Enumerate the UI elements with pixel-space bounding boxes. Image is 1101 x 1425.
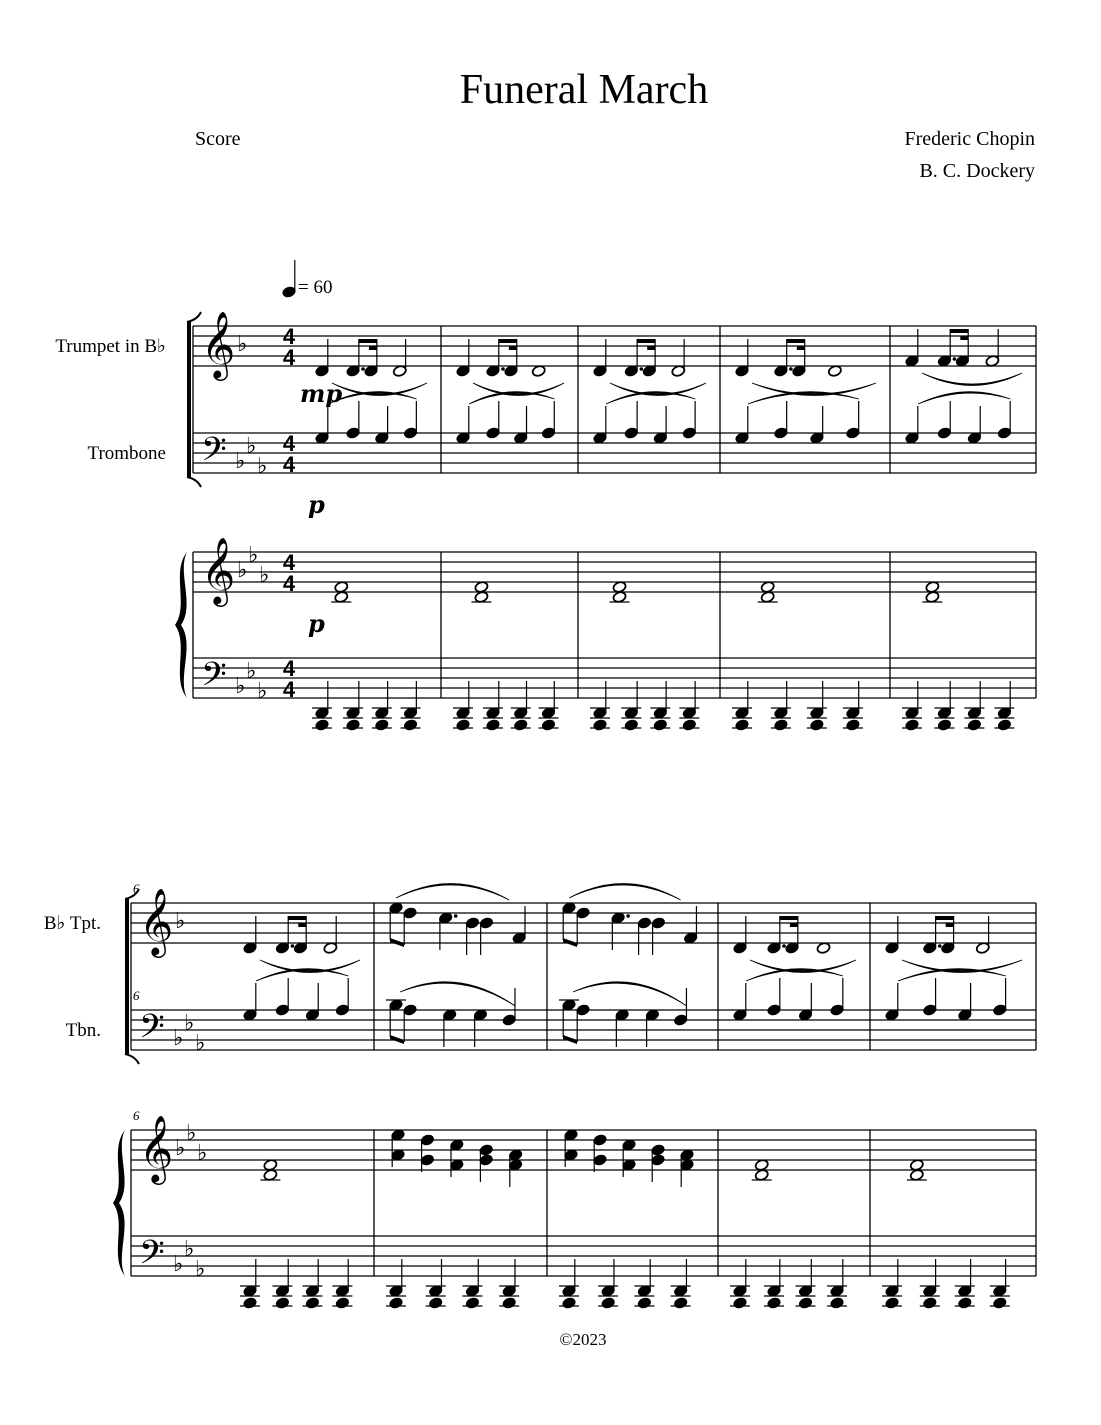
note-head (937, 427, 952, 440)
note-head (479, 917, 494, 930)
note-head (389, 1297, 404, 1310)
augmentation-dot (501, 367, 505, 371)
tempo-quarter-note (282, 286, 297, 299)
note-head (735, 719, 750, 732)
note-head (992, 1004, 1007, 1017)
phrase-slur (256, 969, 348, 981)
beam (499, 339, 517, 343)
note-head (403, 427, 418, 440)
note-head (624, 719, 639, 732)
note-head (774, 427, 789, 440)
flat-icon: ♭ (173, 1026, 184, 1051)
note-head (576, 907, 591, 920)
flat-icon: ♭ (237, 558, 248, 583)
note-head (997, 719, 1012, 732)
flat-icon: ♭ (186, 1121, 197, 1146)
phrase-slur (752, 383, 876, 396)
note-head (576, 1004, 591, 1017)
time-signature-denominator: 4 (282, 345, 296, 370)
beam (390, 1035, 404, 1044)
time-signature-numerator: 4 (282, 656, 296, 681)
augmentation-dot (789, 367, 793, 371)
bracket-hook (187, 312, 201, 322)
note-head (967, 719, 982, 732)
phrase-slur (748, 392, 859, 404)
note-head (830, 1297, 845, 1310)
note-head (513, 719, 528, 732)
note-head (486, 427, 501, 440)
augmentation-dot (291, 944, 295, 948)
measure-number: 6 (133, 988, 140, 1003)
note-head (767, 1004, 782, 1017)
flat-icon: ♭ (173, 1252, 184, 1277)
flat-icon: ♭ (259, 563, 270, 588)
note-head (346, 427, 361, 440)
note-head (275, 1004, 290, 1017)
instrument-label-trumpet: B♭ Tpt. (43, 913, 101, 934)
note-head (374, 719, 389, 732)
measure-number: 6 (133, 1108, 140, 1123)
note-head (502, 1297, 517, 1310)
time-signature-denominator: 4 (282, 571, 296, 596)
beam (797, 346, 805, 350)
phrase-slur (332, 383, 427, 396)
beam (563, 938, 577, 947)
phrase-slur (400, 982, 515, 1006)
treble-clef-icon: 𝄞 (201, 310, 236, 378)
note-head (810, 719, 825, 732)
phrase-slur (746, 969, 843, 981)
piano-brace (113, 1130, 125, 1276)
note-head (937, 719, 952, 732)
augmentation-dot (953, 357, 957, 361)
note-head (682, 427, 697, 440)
note-head (335, 1297, 350, 1310)
phrase-slur (260, 960, 360, 973)
augmentation-dot (938, 944, 942, 948)
instrument-label-trumpet: Trumpet in B♭ (55, 336, 166, 357)
bass-clef-icon: 𝄢 (139, 1234, 165, 1280)
flat-icon: ♭ (235, 674, 246, 699)
time-signature-denominator: 4 (282, 677, 296, 702)
note-head (846, 427, 861, 440)
note-head (922, 1297, 937, 1310)
flat-icon: ♭ (175, 909, 186, 934)
augmentation-dot (454, 914, 458, 918)
time-signature-numerator: 4 (282, 550, 296, 575)
bass-clef-icon: 𝄢 (201, 431, 227, 477)
phrase-slur (396, 883, 509, 900)
beam (359, 339, 377, 343)
flat-icon: ♭ (197, 1141, 208, 1166)
note-head (651, 917, 666, 930)
note-head (403, 719, 418, 732)
note-head (767, 1297, 782, 1310)
note-head (486, 719, 501, 732)
phrase-slur (750, 960, 856, 973)
treble-clef-icon: 𝄞 (139, 1114, 174, 1182)
flat-icon: ♭ (184, 1011, 195, 1036)
instrument-label-trombone: Trombone (87, 443, 166, 464)
note-head (733, 1297, 748, 1310)
instrument-label-trombone: Tbn. (65, 1020, 101, 1041)
phrase-slur (569, 883, 681, 900)
phrase-slur (610, 383, 706, 396)
bass-clef-icon: 𝄢 (139, 1008, 165, 1054)
composer-name: Frederic Chopin (904, 128, 1035, 150)
note-head (502, 1014, 517, 1027)
beam (298, 923, 306, 927)
note-head (846, 719, 861, 732)
note-head (541, 719, 556, 732)
note-head (653, 719, 668, 732)
note-head (428, 1297, 443, 1310)
note-head (465, 1297, 480, 1310)
beam (288, 916, 306, 920)
flat-icon: ♭ (257, 454, 268, 479)
augmentation-dot (361, 367, 365, 371)
note-head (479, 1144, 494, 1157)
flat-icon: ♭ (195, 1031, 206, 1056)
note-head (315, 719, 330, 732)
beam (509, 346, 517, 350)
note-head (420, 1134, 435, 1147)
beam (563, 1035, 577, 1044)
note-head (562, 1297, 577, 1310)
note-head (885, 1297, 900, 1310)
note-head (420, 1154, 435, 1167)
note-head (346, 719, 361, 732)
note-head (624, 427, 639, 440)
phrase-slur (606, 392, 695, 404)
note-head (541, 427, 556, 440)
piano-brace (175, 552, 187, 698)
treble-clef-icon: 𝄞 (201, 536, 236, 604)
beam (950, 329, 968, 333)
treble-clef-icon: 𝄞 (139, 887, 174, 955)
dynamic-mark-trombone: p (308, 490, 325, 519)
note-head (637, 1297, 652, 1310)
beam (369, 346, 377, 350)
flat-icon: ♭ (184, 1237, 195, 1262)
augmentation-dot (782, 944, 786, 948)
flat-icon: ♭ (235, 449, 246, 474)
note-head (922, 1004, 937, 1017)
note-head (275, 1297, 290, 1310)
note-head (957, 1297, 972, 1310)
note-head (403, 1004, 418, 1017)
note-head (651, 1144, 666, 1157)
phrase-slur (473, 383, 564, 396)
note-head (403, 907, 418, 920)
note-head (479, 1154, 494, 1167)
beam (647, 346, 655, 350)
note-head (673, 1297, 688, 1310)
note-head (905, 719, 920, 732)
phrase-slur (469, 392, 554, 404)
bass-clef-icon: 𝄢 (201, 656, 227, 702)
beam (936, 916, 954, 920)
dynamic-mark-trumpet: mp (300, 379, 343, 408)
beam (946, 923, 954, 927)
note-head (456, 719, 471, 732)
note-head (673, 1014, 688, 1027)
score-label: Score (195, 128, 241, 150)
ensemble-bracket (125, 899, 129, 1054)
beam (390, 938, 404, 947)
note-head (593, 719, 608, 732)
time-signature-numerator: 4 (282, 431, 296, 456)
note-head (465, 917, 480, 930)
note-head (601, 1297, 616, 1310)
time-signature-denominator: 4 (282, 452, 296, 477)
augmentation-dot (640, 367, 644, 371)
flat-icon: ♭ (175, 1136, 186, 1161)
ensemble-bracket (187, 322, 191, 477)
note-head (798, 1297, 813, 1310)
beam (790, 923, 798, 927)
phrase-slur (898, 969, 1006, 981)
note-head (335, 1004, 350, 1017)
time-signature-numerator: 4 (282, 324, 296, 349)
note-head (992, 1297, 1007, 1310)
beam (960, 336, 968, 340)
tempo-mark: = 60 (298, 277, 333, 298)
note-head (593, 1134, 608, 1147)
note-head (243, 1297, 258, 1310)
phrase-slur (573, 982, 687, 1006)
note-head (682, 719, 697, 732)
beam (637, 339, 655, 343)
bracket-hook (187, 477, 201, 487)
beam (780, 916, 798, 920)
note-head (593, 1154, 608, 1167)
dynamic-mark-piano: p (308, 609, 325, 638)
beam (787, 339, 805, 343)
arranger-name: B. C. Dockery (919, 160, 1035, 182)
flat-icon: ♭ (248, 543, 259, 568)
flat-icon: ♭ (257, 679, 268, 704)
note-head (774, 719, 789, 732)
flat-icon: ♭ (237, 332, 248, 357)
copyright-notice: ©2023 (559, 1330, 607, 1349)
flat-icon: ♭ (246, 434, 257, 459)
page-title: Funeral March (459, 67, 709, 113)
measure-number: 6 (133, 881, 140, 896)
note-head (997, 427, 1012, 440)
note-head (305, 1297, 320, 1310)
phrase-slur (918, 392, 1010, 404)
note-head (637, 917, 652, 930)
phrase-slur (902, 960, 1022, 973)
flat-icon: ♭ (195, 1257, 206, 1282)
phrase-slur (922, 373, 1022, 386)
augmentation-dot (626, 914, 630, 918)
note-head (651, 1154, 666, 1167)
bracket-hook (125, 1054, 139, 1064)
flat-icon: ♭ (246, 659, 257, 684)
note-head (830, 1004, 845, 1017)
